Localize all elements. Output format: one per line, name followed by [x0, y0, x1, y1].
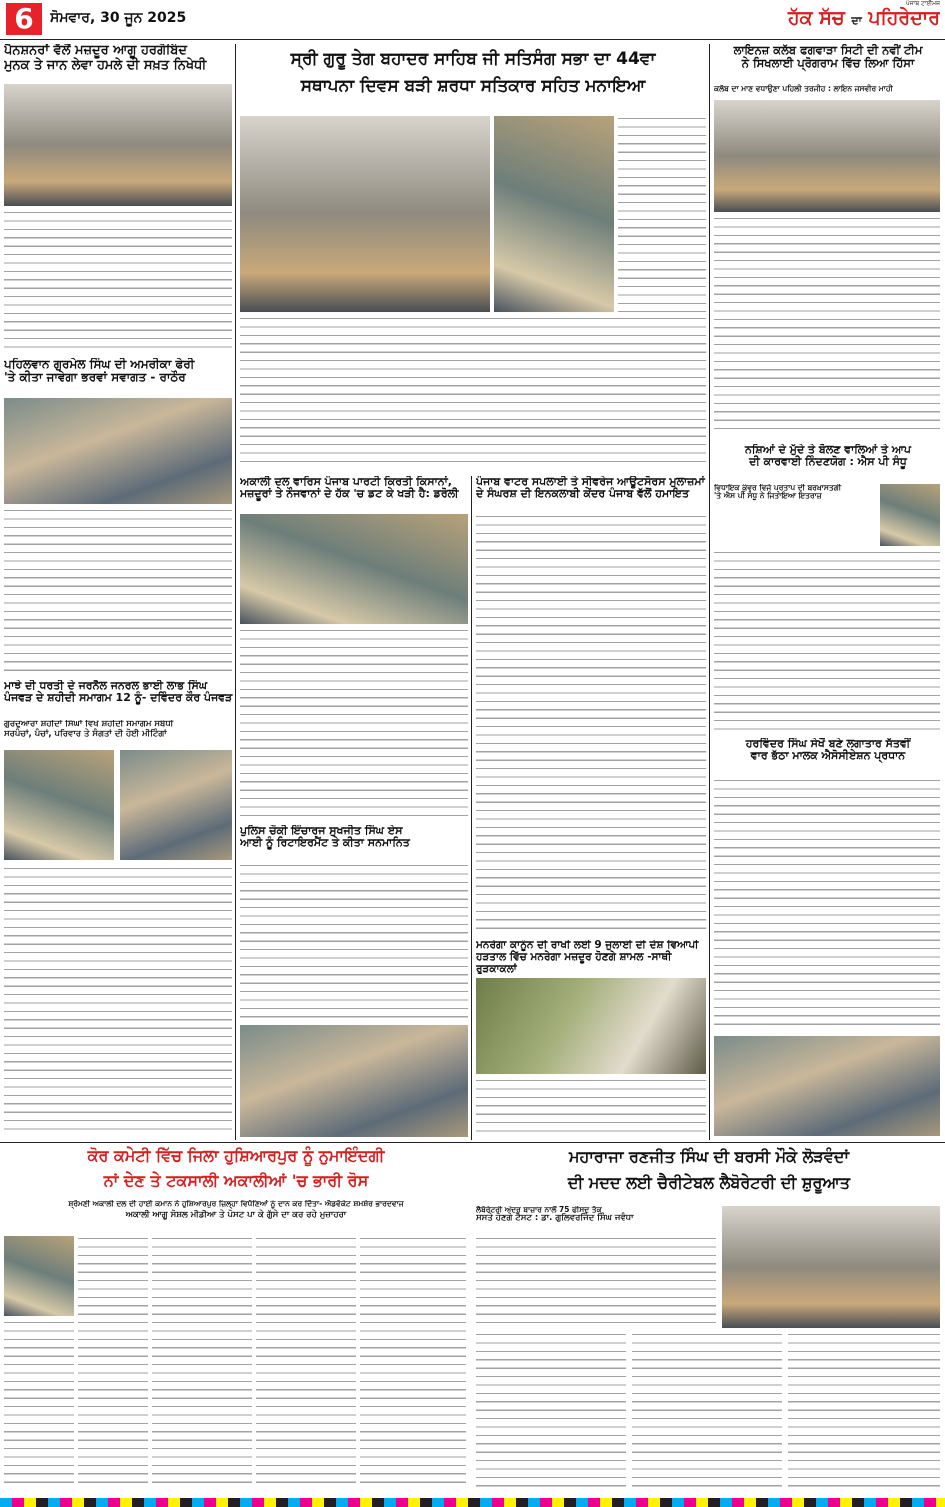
- story-pensioners-photo: [4, 84, 232, 206]
- story-harvinder-body: [714, 778, 940, 1032]
- story-drugs-kicker: [714, 484, 874, 512]
- story-ranjit-photo: [722, 1206, 940, 1328]
- story-pensioners-headline: [4, 44, 234, 80]
- story-majha-photo-2: [120, 750, 232, 860]
- kicker-line-1: ਗੁਰਦੁਆਰਾ ਸ਼ਹੀਦਾਂ ਸਿੰਘਾਂ ਵਿਖੇ ਸ਼ਹੀਦੀ ਸਮਾਗਮ ਸਬੰਧੀ: [4, 720, 174, 729]
- story-ranjit-body-col-3: [788, 1332, 940, 1488]
- story-sabha: [238, 44, 708, 472]
- headline-line-2: ਦੀ ਮਦਦ ਲਈ ਚੈਰੀਟੇਬਲ ਲੈਬੋਰੇਟਰੀ ਦੀ ਸ਼ੁਰੂਆਤ: [567, 1173, 851, 1193]
- headline-line-2: ਹੜਤਾਲ ਵਿੱਚ ਮਨਰੇਗਾ ਮਜ਼ਦੂਰ ਹੋਣਗੇ ਸ਼ਾਮਲ -ਸਾਥੀ ਰੁੜਕਾਕਲਾਂ: [476, 950, 672, 974]
- story-gurmel-headline: [4, 358, 234, 392]
- story-core-committee-body-col-1: [78, 1236, 148, 1488]
- story-sabha-body-right: [618, 116, 706, 312]
- headline-line-2: ਮਜ਼ਦੂਰਾਂ ਤੇ ਨੌਜਵਾਨਾਂ ਦੇ ਹੱਕ 'ਚ ਡਟ ਕੇ ਖੜੀ ਹੈ: ਡਰੋਲੀ: [240, 487, 459, 501]
- story-majha-photo-1: [4, 750, 114, 860]
- story-police-photo: [240, 1025, 468, 1137]
- kicker-line-2: ਸਰਪੰਚਾਂ, ਪੰਚਾਂ, ਪਰਿਵਾਰ ਤੇ ਸੰਗਤਾਂ ਦੀ ਹੋਈ ਮੀਟਿੰਗਾਂ: [4, 728, 167, 739]
- headline-line-1: ਪਹਿਲਵਾਨ ਗੁਰਮੇਲ ਸਿੰਘ ਦੀ ਅਮਰੀਕਾ ਫੇਰੀ: [4, 358, 195, 371]
- page-number: [6, 3, 42, 35]
- story-majha: [2, 680, 234, 1140]
- story-majha-body: [4, 866, 232, 1136]
- kicker-line-1: ਵਿਧਾਇਕ ਕੁੰਵਰ ਵਿਜੇ ਪ੍ਰਤਾਪ ਦੀ ਬਰਖ਼ਾਸਤਗੀ: [714, 484, 842, 492]
- brand-note: ਪੰਜਾਬ ਟਾਈਮਜ਼: [905, 0, 940, 7]
- story-police: [238, 825, 470, 1140]
- column-rule-right: [709, 44, 710, 1140]
- kicker-line-1: ਸ਼੍ਰੋਮਣੀ ਅਕਾਲੀ ਦਲ ਦੀ ਹਾਈ ਕਮਾਨ ਨੇ ਹੁਸ਼ਿਆਰਪੁਰ ਜ਼ਿਲ੍ਹਾ ਵਿਧੋਣਿਆਂ ਨੂੰ ਦਾਨ ਕਰ ਦਿੱਤਾ- ਐਡਵੋਕੇਟ ਸ਼ਮਸ਼ੇਰ ਭਾਰਦਵਾਜ: [68, 1200, 404, 1208]
- story-ranjit-body-intro: [476, 1236, 716, 1328]
- story-akali-party-photo: [240, 514, 468, 624]
- story-ranjit-body-col-2: [632, 1332, 782, 1488]
- headline-line-2: ਦੀ ਕਾਰਵਾਈ ਨਿੰਦਣਯੋਗ : ਐਸ ਪੀ ਸੰਧੂ: [749, 455, 907, 469]
- story-gurmel-photo: [4, 398, 232, 504]
- story-core-committee-body-col-3: [256, 1236, 356, 1488]
- story-harvinder-photo: [714, 1036, 940, 1136]
- story-lions-kicker: ਕਲੱਬ ਦਾ ਮਾਣ ਵਧਾਉਣਾ ਪਹਿਲੀ ਤਰਜੀਹ : ਲਾਇਨ ਜਸਵੀਰ ਮਾਹੀ: [714, 84, 893, 93]
- story-mnrega-headline: [476, 940, 706, 974]
- headline-line-1: ਮਾਝੇ ਦੀ ਧਰਤੀ ਦੇ ਜਰਨੈਲ ਜਨਰਲ ਭਾਈ ਲਾਭ ਸਿੰਘ: [4, 680, 208, 692]
- story-harvinder: [712, 738, 943, 1140]
- story-ranjit-headline: [476, 1144, 942, 1200]
- story-core-committee-headline: [4, 1144, 468, 1196]
- story-core-committee-body-col-2: [152, 1236, 252, 1488]
- story-core-committee-body-col-0: [4, 1320, 74, 1488]
- story-sabha-photo-1: [240, 116, 490, 312]
- section-rule-bottom: [0, 1142, 945, 1143]
- masthead-rule: [0, 39, 945, 40]
- story-power-headline: [476, 476, 706, 510]
- story-gurmel-body: [4, 508, 232, 672]
- kicker-line-2: ਸਸਤੇ ਹੋਣਗੇ ਟੈਸਟ : ਡਾ. ਗੁਲਿਵਰਜਿੰਦ ਸਿੰਘ ਜਵੰਧਾ: [476, 1213, 634, 1224]
- headline-line-2: 'ਤੇ ਕੀਤਾ ਜਾਵੇਗਾ ਭਰਵਾਂ ਸਵਾਗਤ - ਰਾਠੌਰ: [4, 370, 186, 385]
- kicker-line-2: 'ਤੇ ਐਸ ਪੀ ਸੰਧੂ ਨੇ ਜਿਤਾਇਆ ਇਤਰਾਜ਼: [714, 491, 822, 501]
- headline-line-2: ਪੰਜਵੜ ਦੇ ਸ਼ਹੀਦੀ ਸਮਾਗਮ 12 ਨੂੰ- ਦਵਿੰਦਰ ਕੌਰ ਪੰਜਵੜ: [4, 691, 233, 705]
- headline-line-1: ਪੁਲਿਸ ਚੌਕੀ ਇੰਚਾਰਜ ਸੁਖਜੀਤ ਸਿੰਘ ਏਸ: [240, 825, 403, 837]
- story-akali-party-body: [240, 628, 468, 818]
- story-sabha-body: [240, 316, 706, 466]
- story-lions-photo: [714, 100, 940, 212]
- headline-line-2: ਮੁਨਕ ਤੇ ਜਾਨ ਲੇਵਾ ਹਮਲੇ ਦੀ ਸਖ਼ਤ ਨਿਖੇਧੀ: [4, 57, 207, 73]
- story-lions: [712, 44, 943, 439]
- story-drugs-headline: [714, 444, 942, 480]
- headline-line-2: ਆਈ ਨੂੰ ਰਿਟਾਇਰਮੈਂਟ ਤੇ ਕੀਤਾ ਸਨਮਾਨਿਤ: [240, 836, 410, 850]
- headline-line-1: ਲਾਇਨਜ਼ ਕਲੱਬ ਫਗਵਾੜਾ ਸਿਟੀ ਦੀ ਨਵੀਂ ਟੀਮ: [733, 44, 923, 57]
- story-harvinder-headline: [714, 738, 942, 774]
- story-power-body: [476, 514, 706, 932]
- story-ranjit-kicker: [476, 1206, 716, 1232]
- story-drugs-portrait: [880, 484, 940, 546]
- headline-line-2: ਨੇ ਸਿਖਲਾਈ ਪ੍ਰੋਗਰਾਮ ਵਿੱਚ ਲਿਆ ਹਿੱਸਾ: [741, 55, 915, 70]
- story-akali-party: [238, 476, 470, 821]
- story-police-body: [240, 863, 468, 1023]
- story-lions-headline: [714, 44, 942, 82]
- story-sabha-headline: [240, 46, 706, 110]
- story-ranjit: [474, 1144, 943, 1494]
- story-pensioners-body: [4, 210, 232, 350]
- story-drugs-body: [714, 550, 940, 730]
- cmyk-stripe: [0, 1498, 945, 1507]
- story-police-headline: [240, 825, 468, 859]
- brand-logo: [736, 7, 940, 35]
- story-mnrega: [474, 940, 708, 1140]
- story-sabha-photo-2: [494, 116, 614, 312]
- headline-line-1: ਪੈਨਸ਼ਨਰਾਂ ਵੱਲੋਂ ਮਜ਼ਦੂਰ ਆਗੂ ਹਰਗੋਬਿੰਦ: [4, 44, 187, 58]
- story-core-committee-portrait: [4, 1236, 74, 1316]
- story-gurmel: [2, 358, 234, 676]
- headline-line-1: ਹਰਵਿੰਦਰ ਸਿੰਘ ਸੇਖੋਂ ਬਣੇ ਲਗਾਤਾਰ ਸੱਤਵੀਂ: [745, 738, 911, 750]
- story-majha-headline: [4, 680, 234, 718]
- headline-line-2: ਸਥਾਪਨਾ ਦਿਵਸ ਬੜੀ ਸ਼ਰਧਾ ਸਤਿਕਾਰ ਸਹਿਤ ਮਨਾਇਆ: [300, 76, 646, 97]
- masthead-date: ਸੋਮਵਾਰ, 30 ਜੂਨ 2025: [50, 10, 187, 26]
- headline-line-2: ਨਾਂ ਦੇਣ ਤੇ ਟਕਸਾਲੀ ਅਕਾਲੀਆਂ 'ਚ ਭਾਰੀ ਰੋਸ: [103, 1170, 369, 1190]
- headline-line-2: ਵਾਰ ਭੱਠਾ ਮਾਲਕ ਐਸੋਸੀਏਸ਼ਨ ਪ੍ਰਧਾਨ: [750, 749, 906, 763]
- kicker-line-2: ਅਕਾਲੀ ਆਗੂ ਸੋਸ਼ਲ ਮੀਡੀਆ ਤੇ ਪੋਸਟ ਪਾ ਕੇ ਗੁੱਸੇ ਦਾ ਕਰ ਰਹੇ ਮੁਜ਼ਾਹਰਾ: [125, 1210, 347, 1221]
- kicker-line-1: ਲੈਬੋਰੇਟਰੀ ਅੰਦਰ ਬਾਜ਼ਾਰ ਨਾਲੋਂ 75 ਫੀਸਦ ਤੱਕ: [476, 1206, 602, 1214]
- headline-line-1: ਮਹਾਰਾਜਾ ਰਣਜੀਤ ਸਿੰਘ ਦੀ ਬਰਸੀ ਮੌਕੇ ਲੋੜਵੰਦਾਂ: [568, 1147, 850, 1166]
- story-mnrega-photo: [476, 978, 706, 1074]
- story-core-committee-kicker: [4, 1200, 468, 1230]
- story-lions-body: [714, 216, 940, 436]
- brand-logo-part-b: ਦਾ: [851, 14, 862, 27]
- story-ranjit-body-col-1: [476, 1332, 626, 1488]
- page-number-text: 6: [14, 3, 34, 35]
- column-rule-center: [471, 476, 472, 1140]
- story-drugs: [712, 444, 943, 734]
- headline-line-1: ਮਨਰੇਗਾ ਕਾਨੂੰਨ ਦੀ ਰਾਖੀ ਲਈ 9 ਜੁਲਾਈ ਦੀ ਦੇਸ਼ ਵਿਆਪੀ: [476, 940, 699, 951]
- headline-line-1: ਪੰਜਾਬ ਵਾਟਰ ਸਪਲਾਈ ਤੇ ਸੀਵਰੇਜ ਆਊਟਸੋਰਸ ਮੁਲਾਜ਼ਮਾਂ: [476, 476, 705, 488]
- story-core-committee: [2, 1144, 470, 1494]
- story-core-committee-body-col-4: [360, 1236, 466, 1488]
- masthead: [0, 0, 945, 40]
- story-akali-party-headline: [240, 476, 468, 510]
- headline-line-1: ਸ੍ਰੀ ਗੁਰੂ ਤੇਗ ਬਹਾਦਰ ਸਾਹਿਬ ਜੀ ਸਤਿਸੰਗ ਸਭਾ ਦਾ 44ਵਾ: [290, 49, 656, 69]
- brand-logo-part-c: ਪਹਿਰੇਦਾਰ: [868, 7, 940, 29]
- story-pensioners: [2, 44, 234, 354]
- brand-logo-part-a: ਹੱਕ ਸੱਚ: [787, 7, 845, 29]
- headline-line-1: ਅਕਾਲੀ ਦਲ ਵਾਰਿਸ ਪੰਜਾਬ ਪਾਰਟੀ ਕਿਰਤੀ ਕਿਸਾਨਾਂ,: [240, 476, 452, 488]
- story-mnrega-body: [476, 1078, 706, 1138]
- headline-line-2: ਦੇ ਸੰਘਰਸ਼ ਦੀ ਇਨਕਲਾਬੀ ਕੇਂਦਰ ਪੰਜਾਬ ਵੱਲੋਂ ਹਮਾਇਤ: [476, 487, 689, 501]
- story-majha-kicker: [4, 720, 234, 744]
- headline-line-1: ਕੋਰ ਕਮੇਟੀ ਵਿੱਚ ਜਿਲਾ ਹੁਸ਼ਿਆਰਪੁਰ ਨੂੰ ਨੁਮਾਇੰਦਗੀ: [87, 1146, 385, 1165]
- headline-line-1: ਨਸ਼ਿਆਂ ਦੇ ਮੁੱਦੇ ਤੇ ਬੋਲਣ ਵਾਲਿਆਂ ਤੇ ਆਪ: [745, 444, 911, 456]
- story-power: [474, 476, 708, 936]
- column-rule-left: [235, 44, 236, 1140]
